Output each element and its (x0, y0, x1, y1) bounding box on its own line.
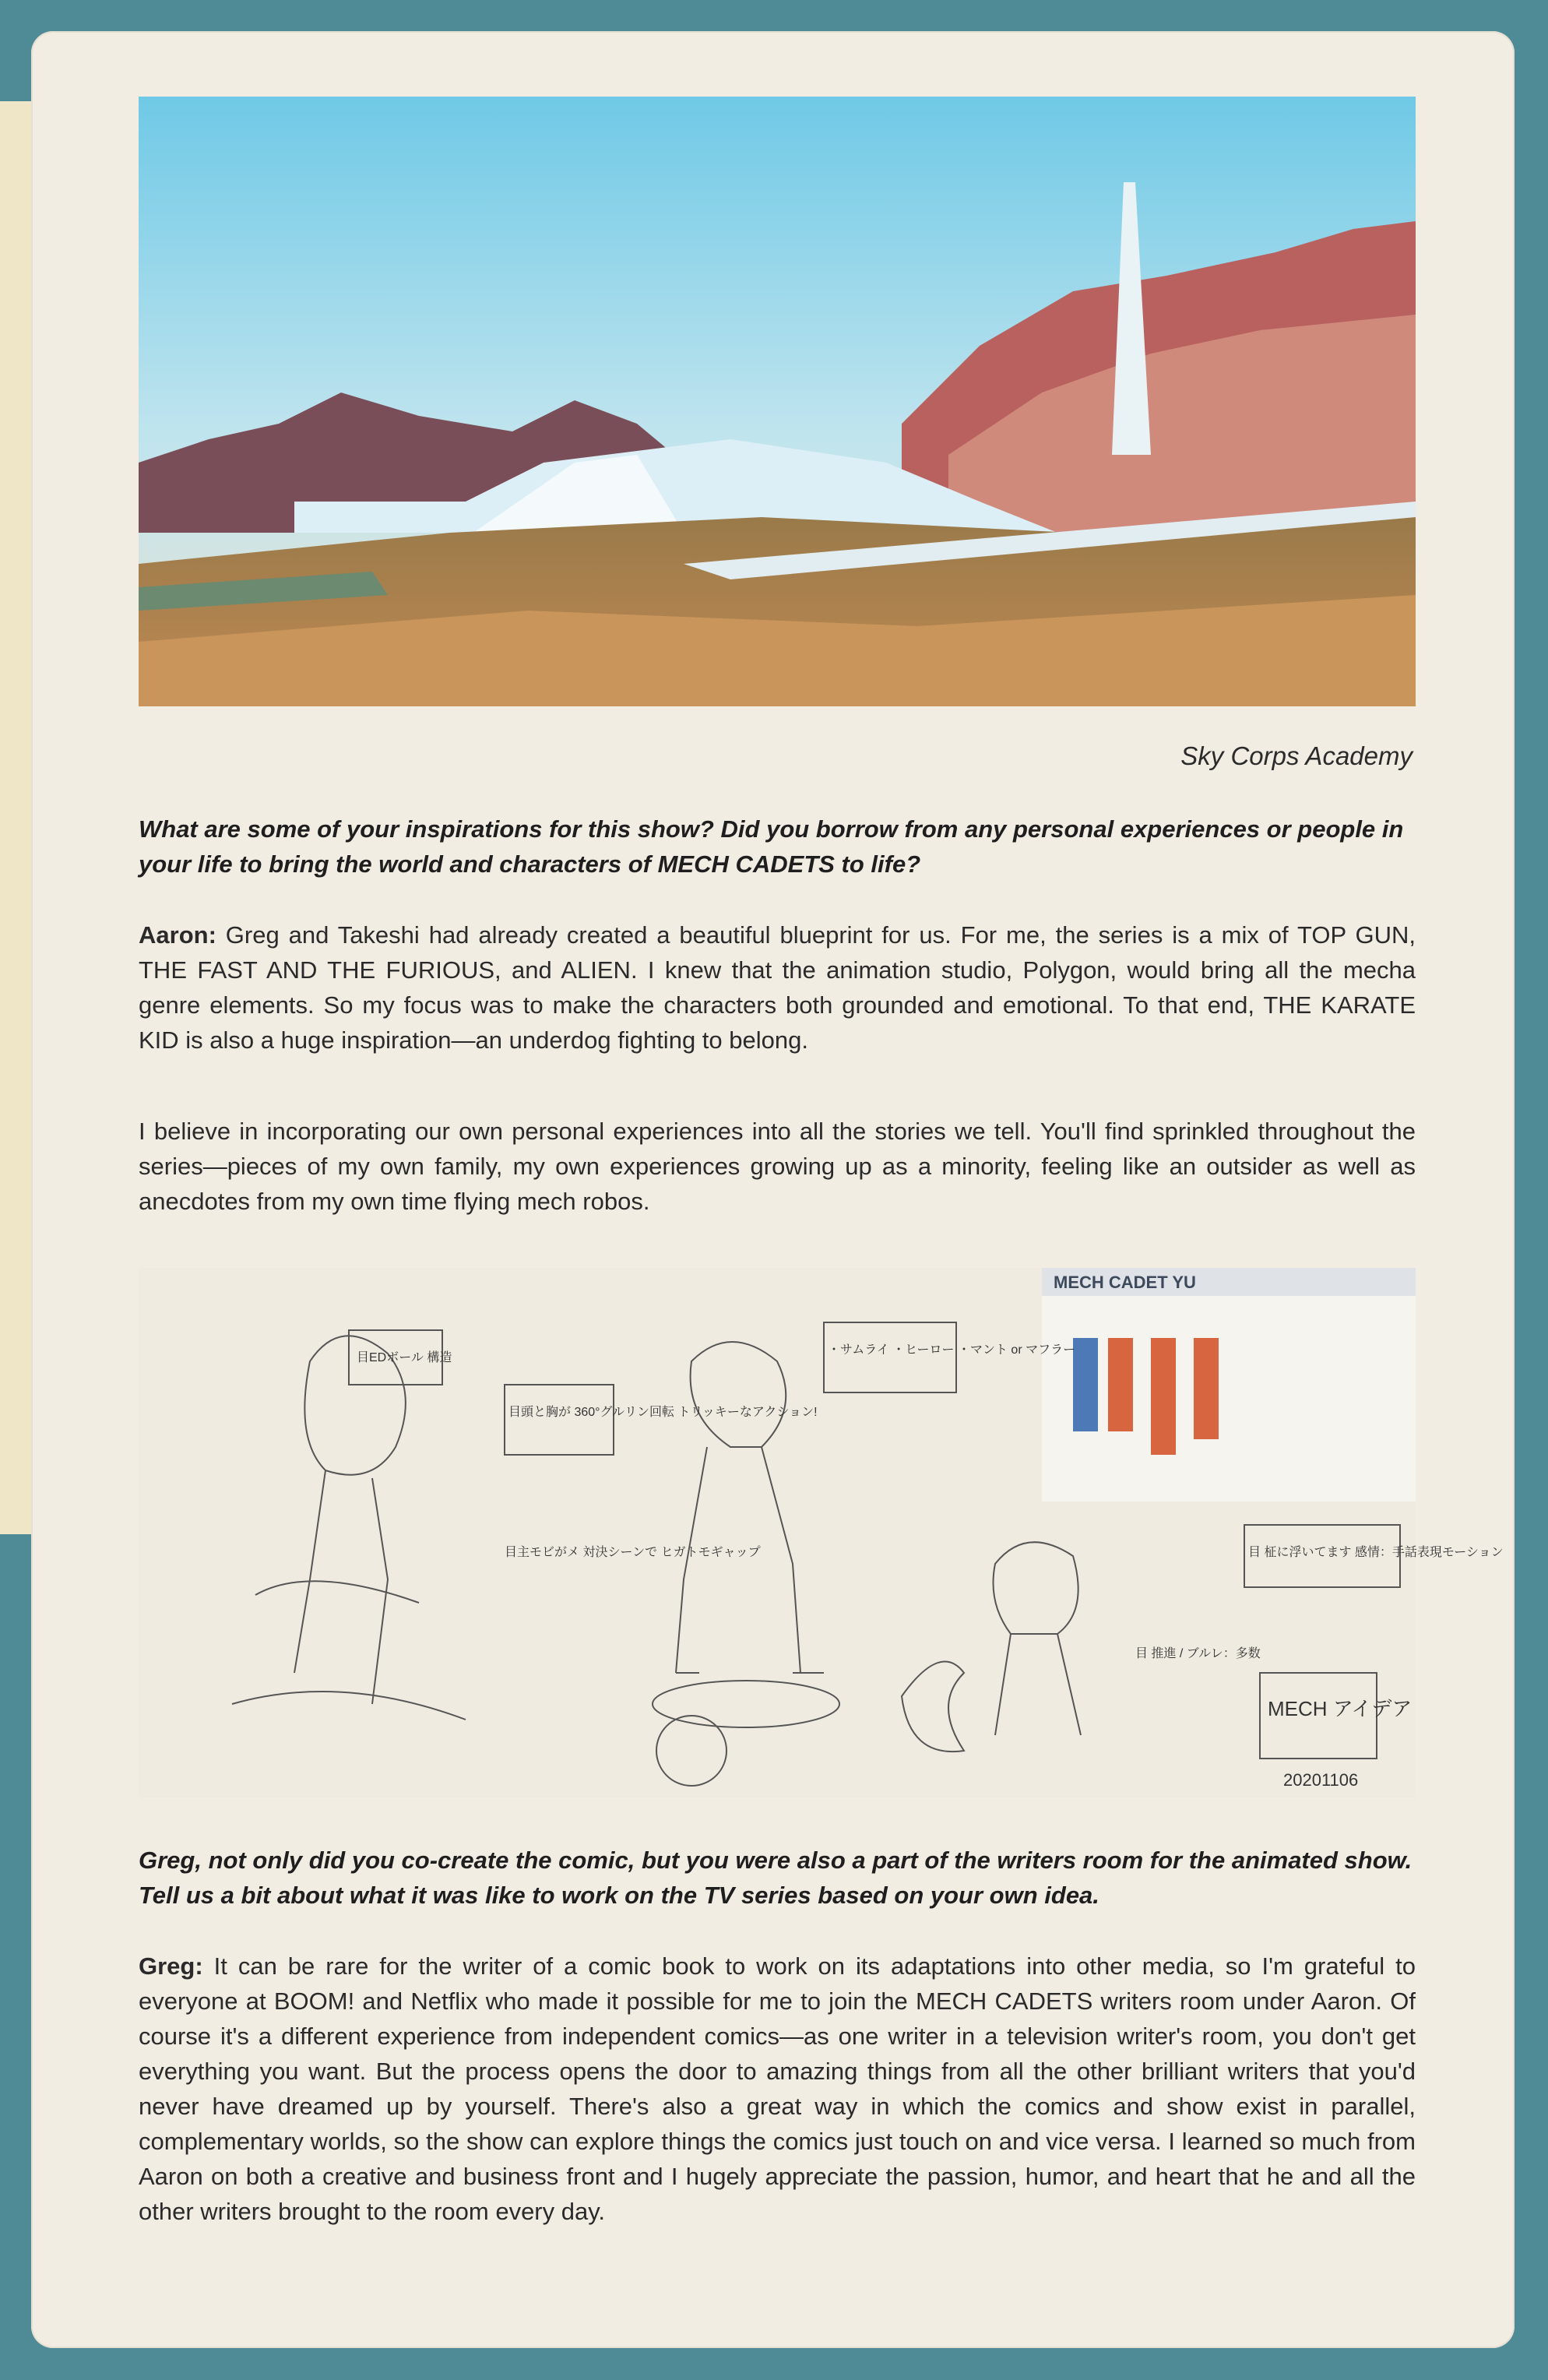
image-caption: Sky Corps Academy (1180, 741, 1413, 770)
sketch-note-d: 目主モビがメ 対決シーンで ヒガトモギャップ (505, 1546, 761, 1559)
speaker-greg: Greg: (139, 1952, 203, 1980)
answer-2 (139, 1949, 1416, 2229)
sketch-note-e: 目 柾に浮いてます 感情：手話表現モーション (1248, 1546, 1504, 1559)
sketch-note-b: 目頭と胸が 360°グルリン回転 トリッキーなアクション! (508, 1406, 818, 1419)
answer-1-paragraph-2: I believe in incorporating our own personal experiences into all the stories we tell. You'll find sprinkled throughout the series—pieces of my own family, my own experiences growing up as a minority, feeling like an outsider as well as anecdotes from my own time flying mech robos. (139, 1118, 1416, 1215)
sketch-note-mech: MECH アイデア (1268, 1697, 1413, 1720)
answer-1 (139, 917, 1416, 1058)
sketch-note-a: 目EDボール 構造 (357, 1351, 452, 1364)
concept-sketches (139, 1268, 1504, 1797)
hero-artwork (139, 97, 1416, 706)
sketch-date: 20201106 (1283, 1770, 1359, 1790)
speaker-aaron: Aaron: (139, 921, 216, 949)
sketch-logo: MECH CADET YU (1054, 1273, 1196, 1292)
answer-1-text: Greg and Takeshi had already created a beautiful blueprint for us. For me, the series is a mix of TOP GUN, THE FAST AND THE FURIOUS, and ALIEN. I knew that the animation studio, Polygon, would bring all the mecha genre elements. So my focus was to make the characters both grounded and emotional. To that end, THE KARATE KID is also a huge inspiration—an underdog fighting to belong. (139, 921, 1416, 1054)
sketch-note-c: ・サムライ ・ヒーロー ・マント or マフラー (828, 1343, 1076, 1357)
answer-2-text: It can be rare for the writer of a comic book to work on its adaptations into other media, so I'm grateful to everyone at BOOM! and Netflix who made it possible for me to join the MECH CADETS writers room under Aaron. Of course it's a different experience from independent comics—as one writer in a television writer's room, you don't get everything you want. But the process opens the door to amazing things from all the other brilliant writers that you'd never have dreamed up by yourself. There's also a great way in which the comics and show exist in parallel, complementary worlds, so the show can explore things the comics just touch on and vice versa. I learned so much from Aaron on both a creative and business front and I hugely appreciate the passion, humor, and heart that he and all the other writers brought to the room every day. (139, 1952, 1416, 2225)
question-1: What are some of your inspirations for this show? Did you borrow from any personal experiences or people in your life to bring the world and characters of MECH CADETS to life? (139, 815, 1404, 878)
question-2: Greg, not only did you co-create the comic, but you were also a part of the writers room for the animated show. Tell us a bit about what it was like to work on the TV series based on your own idea. (139, 1847, 1413, 1909)
sketch-note-f: 目 推進 / ブルレ：多数 (1135, 1647, 1261, 1660)
